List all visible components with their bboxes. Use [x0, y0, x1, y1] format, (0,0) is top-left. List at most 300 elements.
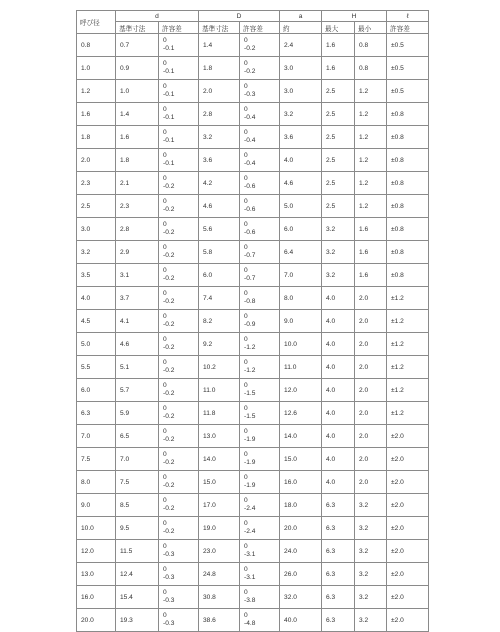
tolerance-lower: -0.1	[163, 45, 175, 52]
cell-a: 4.0	[280, 149, 322, 172]
cell-D-tolerance	[240, 218, 280, 241]
cell-H-max: 6.3	[322, 540, 355, 563]
cell-nominal: 10.0	[77, 517, 116, 540]
cell-nominal: 2.0	[77, 149, 116, 172]
cell-d-tolerance	[159, 126, 199, 149]
header-l-tolerance: 許容差	[387, 22, 429, 34]
cell-H-min: 1.2	[355, 80, 387, 103]
cell-H-max: 2.5	[322, 195, 355, 218]
header-D: D	[199, 11, 280, 22]
cell-H-min: 1.6	[355, 218, 387, 241]
cell-d-tolerance	[159, 149, 199, 172]
cell-d-standard: 1.4	[116, 103, 159, 126]
tolerance-upper: 0	[244, 267, 248, 274]
cell-D-standard: 19.0	[199, 517, 240, 540]
cell-d-standard: 4.6	[116, 333, 159, 356]
table-row	[77, 80, 429, 103]
cell-l-tolerance: ±1.2	[387, 333, 429, 356]
cell-d-standard: 7.0	[116, 448, 159, 471]
cell-H-min: 2.0	[355, 471, 387, 494]
cell-d-standard: 9.5	[116, 517, 159, 540]
cell-D-standard: 2.8	[199, 103, 240, 126]
tolerance-lower: -0.6	[244, 229, 256, 236]
tolerance-lower: -0.2	[163, 183, 175, 190]
cell-H-min: 2.0	[355, 425, 387, 448]
tolerance-upper: 0	[244, 336, 248, 343]
cell-H-min: 1.6	[355, 241, 387, 264]
tolerance-lower: -0.2	[163, 528, 175, 535]
cell-nominal: 1.8	[77, 126, 116, 149]
cell-D-tolerance	[240, 241, 280, 264]
cell-nominal: 6.0	[77, 379, 116, 402]
cell-d-standard: 3.1	[116, 264, 159, 287]
cell-l-tolerance: ±0.5	[387, 34, 429, 57]
cell-d-tolerance	[159, 425, 199, 448]
cell-H-min: 2.0	[355, 379, 387, 402]
cell-l-tolerance: ±2.0	[387, 563, 429, 586]
tolerance-upper: 0	[244, 405, 248, 412]
tolerance-upper: 0	[163, 198, 167, 205]
tolerance-upper: 0	[163, 267, 167, 274]
cell-H-min: 3.2	[355, 540, 387, 563]
tolerance-upper: 0	[163, 221, 167, 228]
cell-d-tolerance	[159, 356, 199, 379]
cell-l-tolerance: ±1.2	[387, 356, 429, 379]
tolerance-upper: 0	[163, 405, 167, 412]
table-row	[77, 563, 429, 586]
tolerance-upper: 0	[244, 198, 248, 205]
cell-d-standard: 7.5	[116, 471, 159, 494]
cell-d-tolerance	[159, 448, 199, 471]
cell-H-max: 4.0	[322, 356, 355, 379]
cell-D-tolerance	[240, 103, 280, 126]
tolerance-lower: -0.2	[163, 413, 175, 420]
tolerance-lower: -0.2	[163, 298, 175, 305]
tolerance-upper: 0	[163, 152, 167, 159]
cell-D-standard: 11.0	[199, 379, 240, 402]
cell-H-max: 6.3	[322, 563, 355, 586]
tolerance-lower: -0.6	[244, 183, 256, 190]
cell-a: 20.0	[280, 517, 322, 540]
cell-d-tolerance	[159, 333, 199, 356]
tolerance-upper: 0	[163, 382, 167, 389]
cell-d-tolerance	[159, 494, 199, 517]
cell-nominal: 1.2	[77, 80, 116, 103]
cell-nominal: 4.5	[77, 310, 116, 333]
cell-d-standard: 11.5	[116, 540, 159, 563]
table-row	[77, 402, 429, 425]
cell-D-tolerance	[240, 264, 280, 287]
tolerance-upper: 0	[244, 359, 248, 366]
cell-H-min: 2.0	[355, 402, 387, 425]
cell-D-standard: 5.8	[199, 241, 240, 264]
cell-a: 40.0	[280, 609, 322, 632]
cell-H-min: 1.2	[355, 195, 387, 218]
tolerance-upper: 0	[244, 474, 248, 481]
tolerance-upper: 0	[244, 428, 248, 435]
cell-a: 14.0	[280, 425, 322, 448]
cell-D-tolerance	[240, 356, 280, 379]
tolerance-upper: 0	[163, 589, 167, 596]
tolerance-upper: 0	[163, 313, 167, 320]
cell-d-tolerance	[159, 609, 199, 632]
cell-d-tolerance	[159, 103, 199, 126]
cell-a: 32.0	[280, 586, 322, 609]
cell-d-standard: 3.7	[116, 287, 159, 310]
table-row	[77, 310, 429, 333]
header-D-standard: 基準寸法	[199, 22, 240, 34]
cell-D-tolerance	[240, 333, 280, 356]
tolerance-lower: -0.2	[163, 229, 175, 236]
cell-H-max: 1.6	[322, 57, 355, 80]
tolerance-upper: 0	[163, 175, 167, 182]
table-row	[77, 356, 429, 379]
cell-H-max: 2.5	[322, 172, 355, 195]
cell-D-tolerance	[240, 609, 280, 632]
cell-l-tolerance: ±2.0	[387, 448, 429, 471]
tolerance-upper: 0	[244, 83, 248, 90]
cell-H-min: 3.2	[355, 517, 387, 540]
tolerance-upper: 0	[163, 566, 167, 573]
tolerance-lower: -0.4	[244, 160, 256, 167]
cell-H-min: 1.2	[355, 149, 387, 172]
tolerance-lower: -0.3	[163, 620, 175, 627]
cell-a: 26.0	[280, 563, 322, 586]
cell-H-min: 2.0	[355, 287, 387, 310]
cell-d-standard: 1.6	[116, 126, 159, 149]
cell-H-min: 1.2	[355, 103, 387, 126]
tolerance-lower: -0.1	[163, 160, 175, 167]
cell-l-tolerance: ±0.8	[387, 195, 429, 218]
cell-nominal: 3.5	[77, 264, 116, 287]
tolerance-lower: -1.9	[244, 436, 256, 443]
cell-D-tolerance	[240, 471, 280, 494]
tolerance-upper: 0	[163, 37, 167, 44]
cell-a: 15.0	[280, 448, 322, 471]
cell-H-min: 3.2	[355, 494, 387, 517]
cell-d-standard: 15.4	[116, 586, 159, 609]
cell-l-tolerance: ±1.2	[387, 379, 429, 402]
cell-d-standard: 12.4	[116, 563, 159, 586]
tolerance-upper: 0	[244, 589, 248, 596]
table-row	[77, 218, 429, 241]
tolerance-upper: 0	[163, 336, 167, 343]
cell-l-tolerance: ±2.0	[387, 540, 429, 563]
tolerance-lower: -0.1	[163, 114, 175, 121]
tolerance-lower: -3.8	[244, 597, 256, 604]
cell-d-standard: 5.7	[116, 379, 159, 402]
cell-H-max: 2.5	[322, 149, 355, 172]
tolerance-upper: 0	[244, 290, 248, 297]
cell-D-tolerance	[240, 425, 280, 448]
tolerance-lower: -0.2	[163, 252, 175, 259]
cell-D-tolerance	[240, 494, 280, 517]
cell-H-max: 4.0	[322, 402, 355, 425]
cell-D-standard: 38.6	[199, 609, 240, 632]
cell-D-standard: 17.0	[199, 494, 240, 517]
cell-a: 3.6	[280, 126, 322, 149]
cell-D-tolerance	[240, 310, 280, 333]
table-row	[77, 126, 429, 149]
tolerance-upper: 0	[163, 428, 167, 435]
cell-H-max: 4.0	[322, 448, 355, 471]
cell-D-standard: 1.8	[199, 57, 240, 80]
table-row	[77, 241, 429, 264]
cell-D-standard: 8.2	[199, 310, 240, 333]
cell-H-max: 3.2	[322, 264, 355, 287]
cell-a: 18.0	[280, 494, 322, 517]
cell-nominal: 9.0	[77, 494, 116, 517]
cell-D-tolerance	[240, 448, 280, 471]
cell-H-min: 1.6	[355, 264, 387, 287]
tolerance-lower: -1.2	[244, 344, 256, 351]
cell-D-standard: 9.2	[199, 333, 240, 356]
tolerance-upper: 0	[244, 37, 248, 44]
tolerance-lower: -2.4	[244, 505, 256, 512]
cell-a: 5.0	[280, 195, 322, 218]
cell-H-min: 0.8	[355, 34, 387, 57]
cell-a: 6.4	[280, 241, 322, 264]
tolerance-upper: 0	[244, 244, 248, 251]
header-d-standard: 基準寸法	[116, 22, 159, 34]
tolerance-upper: 0	[163, 497, 167, 504]
cell-a: 2.4	[280, 34, 322, 57]
cell-D-tolerance	[240, 195, 280, 218]
cell-a: 12.0	[280, 379, 322, 402]
cell-l-tolerance: ±0.8	[387, 241, 429, 264]
cell-H-max: 4.0	[322, 425, 355, 448]
table-row	[77, 149, 429, 172]
cell-a: 7.0	[280, 264, 322, 287]
header-D-tolerance: 許容差	[240, 22, 280, 34]
cell-H-min: 2.0	[355, 333, 387, 356]
tolerance-upper: 0	[244, 612, 248, 619]
tolerance-lower: -1.9	[244, 459, 256, 466]
cell-D-tolerance	[240, 563, 280, 586]
tolerance-lower: -1.5	[244, 413, 256, 420]
table-row	[77, 494, 429, 517]
table-row	[77, 609, 429, 632]
cell-D-standard: 7.4	[199, 287, 240, 310]
cell-nominal: 1.0	[77, 57, 116, 80]
tolerance-lower: -0.2	[163, 321, 175, 328]
cell-d-tolerance	[159, 80, 199, 103]
cell-D-tolerance	[240, 126, 280, 149]
cell-D-standard: 3.6	[199, 149, 240, 172]
header-H-max: 最大	[322, 22, 355, 34]
tolerance-upper: 0	[163, 520, 167, 527]
cell-d-tolerance	[159, 264, 199, 287]
table-row	[77, 264, 429, 287]
table-row	[77, 517, 429, 540]
tolerance-upper: 0	[163, 83, 167, 90]
tolerance-upper: 0	[244, 451, 248, 458]
cell-H-max: 2.5	[322, 126, 355, 149]
table-row	[77, 172, 429, 195]
cell-a: 9.0	[280, 310, 322, 333]
cell-a: 3.0	[280, 80, 322, 103]
cell-nominal: 2.5	[77, 195, 116, 218]
table-row	[77, 333, 429, 356]
cell-D-standard: 11.8	[199, 402, 240, 425]
cell-H-max: 4.0	[322, 287, 355, 310]
tolerance-upper: 0	[244, 60, 248, 67]
header-row-sub	[77, 22, 429, 34]
cell-d-standard: 19.3	[116, 609, 159, 632]
cell-d-standard: 2.8	[116, 218, 159, 241]
cell-nominal: 2.3	[77, 172, 116, 195]
cell-H-max: 2.5	[322, 103, 355, 126]
cell-H-min: 2.0	[355, 448, 387, 471]
cell-l-tolerance: ±0.8	[387, 103, 429, 126]
cell-H-min: 3.2	[355, 563, 387, 586]
cell-a: 11.0	[280, 356, 322, 379]
cell-nominal: 13.0	[77, 563, 116, 586]
cell-l-tolerance: ±0.5	[387, 80, 429, 103]
cell-nominal: 4.0	[77, 287, 116, 310]
cell-d-standard: 5.1	[116, 356, 159, 379]
cell-l-tolerance: ±2.0	[387, 586, 429, 609]
cell-d-standard: 1.8	[116, 149, 159, 172]
table-row	[77, 540, 429, 563]
cell-d-tolerance	[159, 379, 199, 402]
cell-d-tolerance	[159, 310, 199, 333]
cell-D-tolerance	[240, 379, 280, 402]
header-d-tolerance: 許容差	[159, 22, 199, 34]
table-row	[77, 425, 429, 448]
cell-d-standard: 6.5	[116, 425, 159, 448]
cell-H-min: 2.0	[355, 356, 387, 379]
tolerance-lower: -0.3	[163, 597, 175, 604]
tolerance-lower: -0.2	[163, 275, 175, 282]
tolerance-upper: 0	[244, 566, 248, 573]
tolerance-lower: -2.4	[244, 528, 256, 535]
cell-D-standard: 6.0	[199, 264, 240, 287]
cell-d-standard: 1.0	[116, 80, 159, 103]
cell-nominal: 3.2	[77, 241, 116, 264]
cell-l-tolerance: ±0.8	[387, 126, 429, 149]
tolerance-lower: -0.3	[244, 91, 256, 98]
cell-nominal: 8.0	[77, 471, 116, 494]
cell-a: 6.0	[280, 218, 322, 241]
tolerance-upper: 0	[163, 129, 167, 136]
cell-D-standard: 30.8	[199, 586, 240, 609]
table-row	[77, 471, 429, 494]
cell-H-max: 1.6	[322, 34, 355, 57]
cell-H-max: 6.3	[322, 517, 355, 540]
cell-a: 10.0	[280, 333, 322, 356]
cell-l-tolerance: ±1.2	[387, 310, 429, 333]
tolerance-lower: -0.2	[163, 505, 175, 512]
cell-l-tolerance: ±0.8	[387, 218, 429, 241]
cell-H-max: 3.2	[322, 218, 355, 241]
cell-nominal: 0.8	[77, 34, 116, 57]
cell-H-max: 3.2	[322, 241, 355, 264]
tolerance-lower: -0.2	[244, 68, 256, 75]
table-row	[77, 57, 429, 80]
cell-nominal: 20.0	[77, 609, 116, 632]
cell-D-standard: 5.6	[199, 218, 240, 241]
cell-d-tolerance	[159, 57, 199, 80]
header-H-min: 最小	[355, 22, 387, 34]
cell-H-max: 6.3	[322, 586, 355, 609]
cell-d-tolerance	[159, 402, 199, 425]
tolerance-lower: -1.9	[244, 482, 256, 489]
tolerance-lower: -3.1	[244, 551, 256, 558]
dimension-table	[76, 10, 429, 632]
tolerance-lower: -1.5	[244, 390, 256, 397]
tolerance-upper: 0	[244, 152, 248, 159]
cell-D-standard: 2.0	[199, 80, 240, 103]
cell-d-tolerance	[159, 471, 199, 494]
tolerance-lower: -0.4	[244, 114, 256, 121]
tolerance-upper: 0	[163, 244, 167, 251]
cell-d-tolerance	[159, 517, 199, 540]
header-H: H	[322, 11, 387, 22]
tolerance-lower: -0.2	[163, 436, 175, 443]
tolerance-upper: 0	[163, 612, 167, 619]
cell-D-tolerance	[240, 149, 280, 172]
cell-D-tolerance	[240, 517, 280, 540]
cell-d-standard: 0.7	[116, 34, 159, 57]
tolerance-lower: -0.2	[163, 344, 175, 351]
cell-nominal: 6.3	[77, 402, 116, 425]
cell-nominal: 7.0	[77, 425, 116, 448]
cell-D-tolerance	[240, 586, 280, 609]
tolerance-upper: 0	[244, 129, 248, 136]
table-row	[77, 586, 429, 609]
cell-d-standard: 0.9	[116, 57, 159, 80]
cell-D-standard: 10.2	[199, 356, 240, 379]
table-row	[77, 195, 429, 218]
cell-d-tolerance	[159, 287, 199, 310]
cell-d-standard: 8.5	[116, 494, 159, 517]
tolerance-upper: 0	[244, 382, 248, 389]
cell-D-standard: 13.0	[199, 425, 240, 448]
cell-H-min: 3.2	[355, 586, 387, 609]
tolerance-upper: 0	[163, 106, 167, 113]
tolerance-lower: -0.1	[163, 68, 175, 75]
table-body	[77, 34, 429, 632]
tolerance-lower: -0.7	[244, 275, 256, 282]
tolerance-upper: 0	[163, 60, 167, 67]
tolerance-upper: 0	[244, 221, 248, 228]
cell-nominal: 1.6	[77, 103, 116, 126]
cell-l-tolerance: ±1.2	[387, 287, 429, 310]
tolerance-lower: -0.2	[163, 459, 175, 466]
cell-D-tolerance	[240, 57, 280, 80]
cell-D-standard: 3.2	[199, 126, 240, 149]
tolerance-upper: 0	[163, 290, 167, 297]
tolerance-lower: -3.1	[244, 574, 256, 581]
cell-a: 3.0	[280, 57, 322, 80]
cell-l-tolerance: ±0.5	[387, 57, 429, 80]
cell-d-tolerance	[159, 172, 199, 195]
cell-nominal: 3.0	[77, 218, 116, 241]
cell-D-standard: 15.0	[199, 471, 240, 494]
tolerance-lower: -0.8	[244, 298, 256, 305]
cell-D-standard: 23.0	[199, 540, 240, 563]
tolerance-lower: -0.1	[163, 91, 175, 98]
cell-D-tolerance	[240, 287, 280, 310]
table-row	[77, 34, 429, 57]
cell-D-tolerance	[240, 402, 280, 425]
tolerance-upper: 0	[244, 543, 248, 550]
tolerance-lower: -0.6	[244, 206, 256, 213]
cell-D-standard: 1.4	[199, 34, 240, 57]
cell-l-tolerance: ±0.8	[387, 149, 429, 172]
cell-d-standard: 2.3	[116, 195, 159, 218]
